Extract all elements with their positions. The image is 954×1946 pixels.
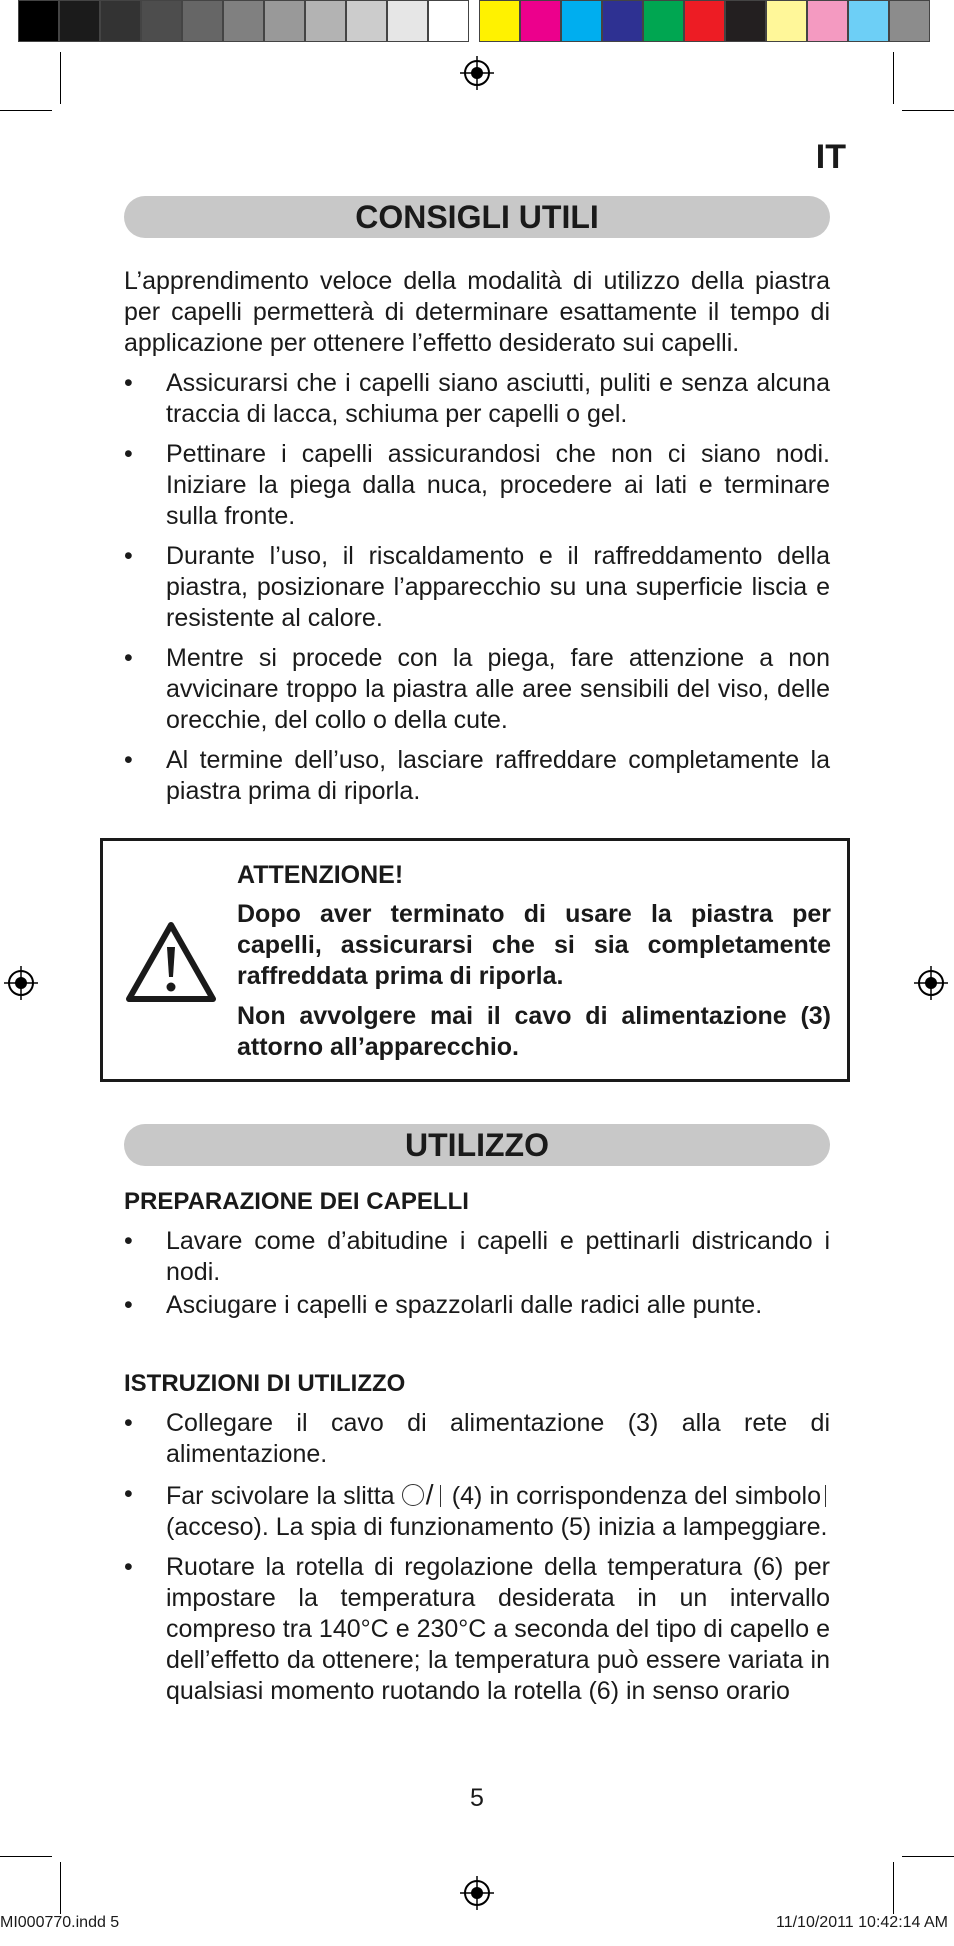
warning-text: Dopo aver terminato di usare la piastra per capelli, assicurarsi che si sia completamente raffreddata prima di riporla. xyxy=(237,900,831,990)
crop-mark xyxy=(893,1862,894,1914)
crop-mark xyxy=(60,52,61,104)
color-swatch xyxy=(561,0,602,42)
bullet-icon: • xyxy=(124,746,133,774)
section-title-tips: CONSIGLI UTILI xyxy=(124,196,830,238)
color-swatch xyxy=(223,0,264,42)
color-swatch xyxy=(387,0,428,42)
crop-mark xyxy=(0,1856,52,1857)
subheading-preparation: PREPARAZIONE DEI CAPELLI xyxy=(124,1188,469,1215)
bullet-icon: • xyxy=(124,542,133,570)
tips-list xyxy=(124,368,830,807)
crop-mark xyxy=(893,52,894,104)
color-swatch xyxy=(684,0,725,42)
warning-triangle-icon xyxy=(123,919,219,1005)
color-swatch xyxy=(305,0,346,42)
crop-mark xyxy=(60,1862,61,1914)
bullet-icon: • xyxy=(124,1553,133,1581)
list-item: • Asciugare i capelli e spazzolarli dalle radici alle punte. xyxy=(124,1291,763,1319)
warning-title: ATTENZIONE! xyxy=(237,861,404,889)
crop-mark xyxy=(902,110,954,111)
color-swatch xyxy=(100,0,141,42)
color-swatch xyxy=(428,0,469,42)
bullet-icon: • xyxy=(124,440,133,468)
registration-mark-icon xyxy=(4,966,38,1000)
color-swatch xyxy=(520,0,561,42)
color-swatch xyxy=(18,0,59,42)
list-item: • Collegare il cavo di alimentazione (3) alla rete di alimentazione. xyxy=(124,1409,830,1468)
color-swatch xyxy=(602,0,643,42)
registration-mark-icon xyxy=(914,966,948,1000)
bullet-icon: • xyxy=(124,369,133,397)
color-swatch xyxy=(889,0,930,42)
slug-filename: MI000770.indd 5 xyxy=(0,1914,120,1931)
warning-box xyxy=(100,838,850,1082)
slug-datetime: 11/10/2011 10:42:14 AM xyxy=(776,1914,948,1931)
preparation-list xyxy=(124,1226,830,1321)
color-swatch xyxy=(848,0,889,42)
registration-mark-icon xyxy=(460,1876,494,1910)
list-item: • Mentre si procede con la piega, fare attenzione a non avvicinare troppo la piastra alle aree sensibili del viso, delle orecchie, del collo o della cute. xyxy=(124,644,830,734)
instructions-list xyxy=(124,1408,830,1707)
subheading-instructions: ISTRUZIONI DI UTILIZZO xyxy=(124,1370,406,1397)
off-symbol-icon xyxy=(402,1484,424,1506)
color-swatch xyxy=(479,0,520,42)
bullet-icon: • xyxy=(124,1227,133,1255)
bullet-icon: • xyxy=(124,1409,133,1437)
page-number: 5 xyxy=(470,1784,484,1812)
list-item: • Al termine dell’uso, lasciare raffreddare completamente la piastra prima di riporla. xyxy=(124,746,830,805)
slash-symbol: / xyxy=(425,1479,434,1510)
bullet-icon: • xyxy=(124,1291,133,1319)
color-swatch xyxy=(59,0,100,42)
color-swatch xyxy=(141,0,182,42)
list-item: • Ruotare la rotella di regolazione della temperatura (6) per impostare la temperatura desiderata in un intervallo compreso tra 140°C e 230°C a seconda del tipo di capello e dell’effetto da ottenere; la temperatura può essere variata in qualsiasi momento ruotando la rotella (6) in senso orario xyxy=(124,1553,830,1705)
color-swatch xyxy=(264,0,305,42)
color-calibration-bar xyxy=(18,0,930,44)
crop-mark xyxy=(902,1856,954,1857)
tips-intro: L’apprendimento veloce della modalità di utilizzo della piastra per capelli permetterà di determinare esattamente il tempo di applicazione per ottenere l’effetto desiderato sui capelli. xyxy=(124,267,830,357)
color-swatch xyxy=(346,0,387,42)
color-swatch xyxy=(807,0,848,42)
crop-mark xyxy=(0,110,52,111)
on-symbol-icon xyxy=(825,1485,826,1507)
registration-mark-icon xyxy=(460,56,494,90)
bullet-icon: • xyxy=(124,1480,133,1508)
color-swatch xyxy=(725,0,766,42)
color-swatch xyxy=(766,0,807,42)
list-item: • Lavare come d’abitudine i capelli e pettinarli districando i nodi. xyxy=(124,1227,830,1286)
bullet-icon: • xyxy=(124,644,133,672)
color-swatch xyxy=(182,0,223,42)
language-code: IT xyxy=(815,138,846,176)
section-title-usage: UTILIZZO xyxy=(124,1124,830,1166)
list-item: • Durante l’uso, il riscaldamento e il raffreddamento della piastra, posizionare l’apparecchio su una superficie liscia e resistente al calore. xyxy=(124,542,830,632)
list-item: • Far scivolare la slitta / (4) in corrispondenza del simbolo(acceso). La spia di funzionamento (5) inizia a lampeggiare. xyxy=(124,1479,828,1541)
warning-text: Non avvolgere mai il cavo di alimentazione (3) attorno all’apparecchio. xyxy=(237,1002,831,1061)
list-item: • Assicurarsi che i capelli siano asciutti, puliti e senza alcuna traccia di lacca, schiuma per capelli o gel. xyxy=(124,369,830,428)
list-item: • Pettinare i capelli assicurandosi che non ci siano nodi. Iniziare la piega dalla nuca, procedere ai lati e terminare sulla fronte. xyxy=(124,440,830,530)
color-swatch xyxy=(643,0,684,42)
on-symbol-icon xyxy=(440,1485,441,1507)
